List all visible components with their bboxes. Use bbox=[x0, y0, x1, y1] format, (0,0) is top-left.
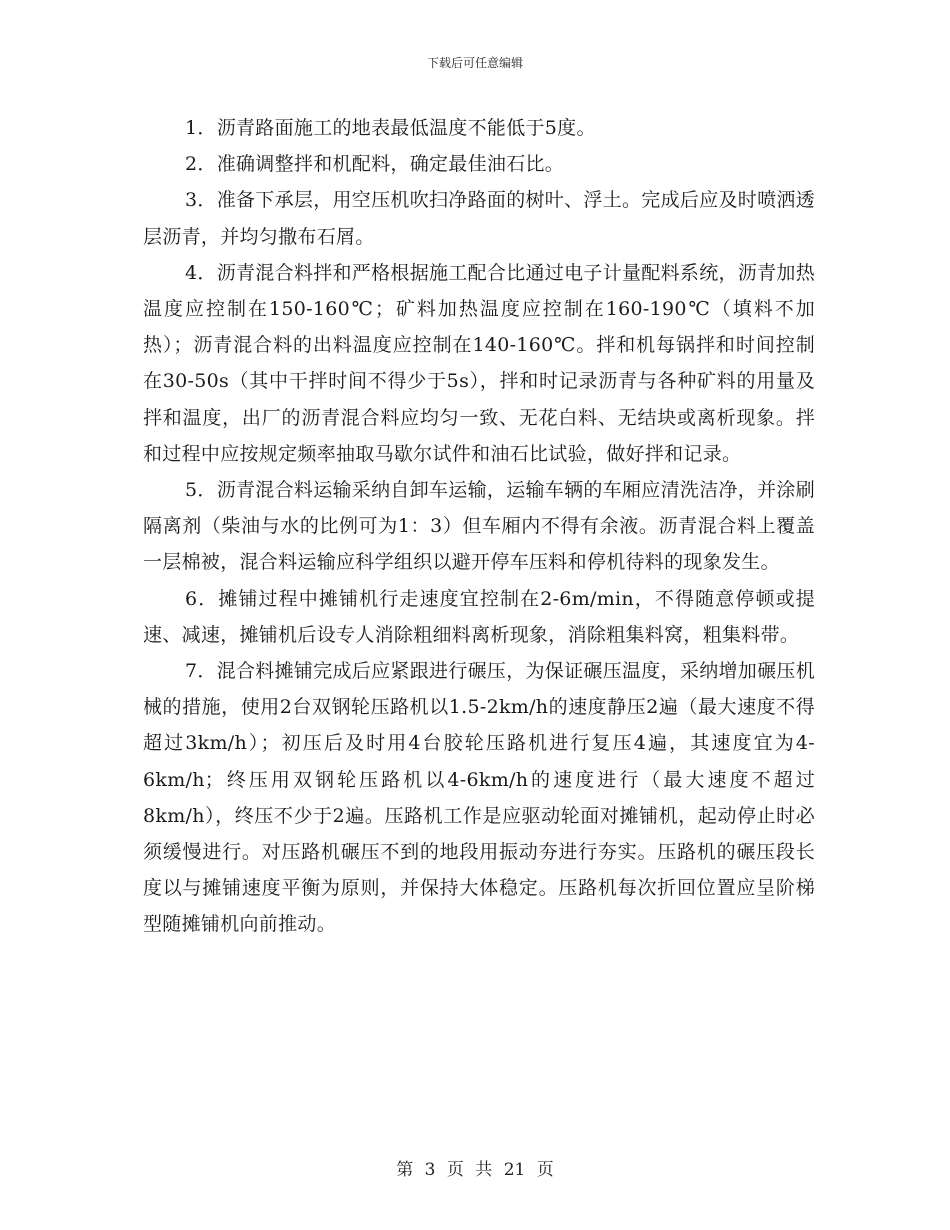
paragraph-1: 1．沥青路面施工的地表最低温度不能低于5度。 bbox=[185, 117, 596, 139]
paragraph-6: 6．摊铺过程中摊铺机行走速度宜控制在2-6m/min，不得随意停顿或提速、减速，摊铺机后设专人消除粗细料离析现象，消除粗集料窝，粗集料带。 bbox=[143, 587, 815, 646]
paragraph-3: 3．准备下承层，用空压机吹扫净路面的树叶、浮土。完成后应及时喷洒透层沥青，并均匀撒布石屑。 bbox=[143, 189, 815, 248]
page-header: 下载后可任意编辑 bbox=[426, 56, 523, 70]
paragraph-2: 2．准确调整拌和机配料，确定最佳油石比。 bbox=[185, 153, 565, 176]
paragraph-5: 5．沥青混合料运输采纳自卸车运输，运输车辆的车厢应清洗洁净，并涂刷隔离剂（柴油与水的比例可为1：3）但车厢内不得有余液。沥青混合料上覆盖一层棉被，混合料运输应科学组织以避开停车压料和停机待料的现象发生。 bbox=[143, 479, 815, 574]
paragraph-4: 4．沥青混合料拌和严格根据施工配合比通过电子计量配料系统，沥青加热温度应控制在150-160℃；矿料加热温度应控制在160-190℃（填料不加热）；沥青混合料的出料温度应控制在140-160℃。拌和机每锅拌和时间控制在30-50s（其中干拌时间不得少于5s），拌和时记录沥青与各种矿料的用量及拌和温度，出厂的沥青混合料应均匀一致、无花白料、无结块或离析现象。拌和过程中应按规定频率抽取马歇尔试件和油石比试验，做好拌和记录。 bbox=[143, 261, 815, 465]
document-body bbox=[143, 110, 815, 943]
paragraph-7: 7．混合料摊铺完成后应紧跟进行碾压，为保证碾压温度，采纳增加碾压机械的措施，使用2台双钢轮压路机以1.5-2km/h的速度静压2遍（最大速度不得超过3km/h）；初压后及时用4台胶轮压路机进行复压4遍，其速度宜为4-6km/h；终压用双钢轮压路机以4-6km/h的速度进行（最大速度不超过8km/h），终压不少于2遍。压路机工作是应驱动轮面对摊铺机，起动停止时必须缓慢进行。对压路机碾压不到的地段用振动夯进行夯实。压路机的碾压段长度以与摊铺速度平衡为原则，并保持大体稳定。压路机每次折回位置应呈阶梯型随摊铺机向前推动。 bbox=[143, 660, 815, 936]
page-footer: 第 3 页 共 21 页 bbox=[396, 1160, 554, 1180]
